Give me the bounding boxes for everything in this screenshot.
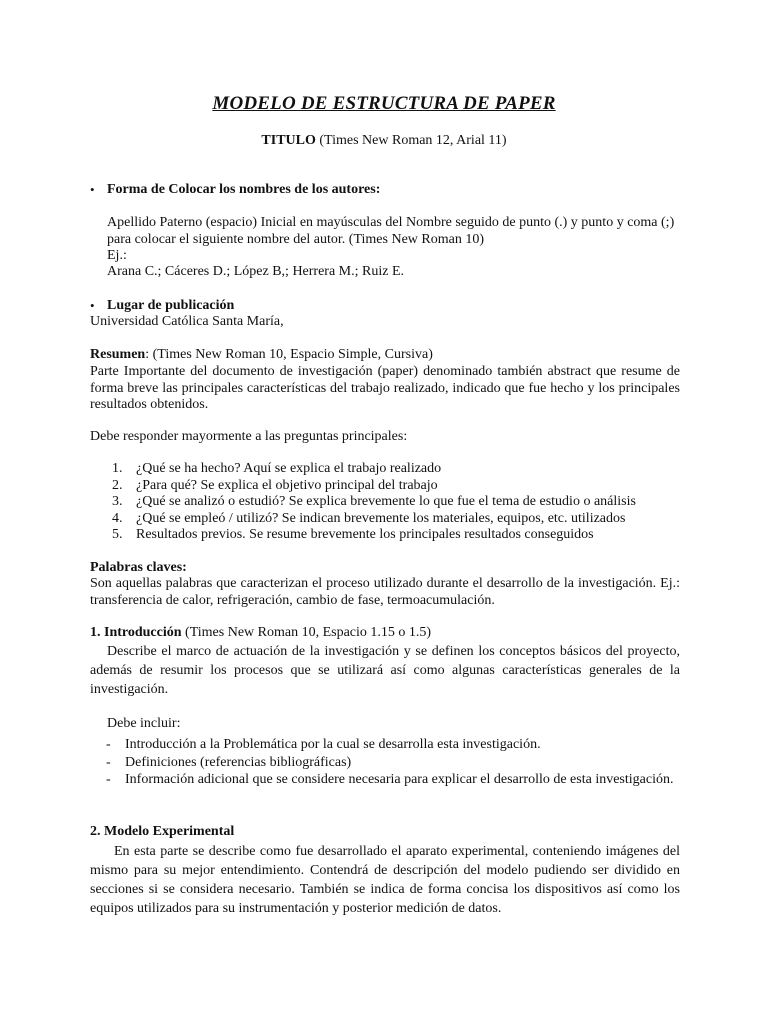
palabras-text: Son aquellas palabras que caracterizan el proceso utilizado durante el desarrollo de la investigación. Ej.: transferencia de calor, refrigeración, cambio de fase, termoacumulación. — [90, 576, 680, 608]
modelo-heading: 2. Modelo Experimental — [90, 824, 235, 839]
introduccion-text: Describe el marco de actuación de la investigación y se definen los conceptos básicos del proyecto, además de resumir los procesos que se utilizará así como algunas características generales de la investigación. — [90, 644, 680, 697]
resumen-note: : (Times New Roman 10, Espacio Simple, Cursiva) — [145, 347, 433, 362]
modelo-text: En esta parte se describe como fue desarrollado el aparato experimental, conteniendo imágenes del mismo para su mejor entendimiento. Contendrá de descripción del modelo pudiendo ser dividido en secciones si se considera necesario. También se indica de forma concisa los dispositivos así como los equipos utilizados para su instrumentación y posterior medición de datos. — [90, 844, 680, 916]
introduccion-heading-line — [90, 625, 680, 642]
list-text: Definiciones (referencias bibliográficas) — [125, 754, 352, 770]
resumen-heading-line — [90, 347, 680, 364]
list-item — [90, 527, 680, 544]
resumen-text: Parte Importante del documento de investigación (paper) denominado también abstract que resume de forma breve las principales características del trabajo realizado, indicado que fue hecho y los principales resultados obtenidos. — [90, 364, 680, 412]
resumen-heading: Resumen — [90, 347, 146, 362]
list-text: ¿Qué se ha hecho? Aquí se explica el trabajo realizado — [136, 461, 442, 476]
list-text: ¿Para qué? Se explica el objetivo principal del trabajo — [136, 477, 438, 493]
bullet-icon: • — [90, 182, 95, 197]
list-item — [90, 511, 680, 528]
autores-line-2: para colocar el siguiente nombre del autor. (Times New Roman 10) — [107, 232, 484, 247]
list-number: 5. — [112, 527, 123, 542]
titulo-label: TITULO — [261, 133, 316, 148]
publicacion-text: Universidad Católica Santa María, — [90, 314, 284, 329]
dash-marker: - — [106, 737, 111, 752]
questions-list — [90, 461, 680, 544]
autores-line-1: Apellido Paterno (espacio) Inicial en mayúsculas del Nombre seguido de punto (.) y punto y coma (;) — [107, 215, 675, 230]
list-number: 1. — [112, 461, 123, 476]
list-text: ¿Qué se empleó / utilizó? Se indican brevemente los materiales, equipos, etc. utilizados — [136, 510, 626, 526]
list-item — [90, 478, 680, 495]
list-item — [90, 461, 680, 478]
document-title: MODELO DE ESTRUCTURA DE PAPER — [212, 93, 556, 114]
resumen-prompt: Debe responder mayormente a las preguntas principales: — [90, 429, 408, 444]
list-text: Resultados previos. Se resume brevemente los principales resultados conseguidos — [136, 527, 594, 542]
autores-line-3: Ej.: — [107, 248, 127, 263]
list-number: 3. — [112, 494, 123, 509]
list-item — [90, 494, 680, 511]
dash-marker: - — [106, 772, 111, 787]
titulo-line — [0, 133, 768, 150]
introduccion-heading: 1. Introducción — [90, 625, 182, 640]
autores-example: Arana C.; Cáceres D.; López B,; Herrera M.; Ruiz E. — [107, 264, 405, 279]
autores-heading: Forma de Colocar los nombres de los autores: — [107, 182, 381, 197]
palabras-heading: Palabras claves: — [90, 560, 187, 575]
publicacion-heading: Lugar de publicación — [107, 298, 235, 313]
list-number: 4. — [112, 510, 123, 526]
bullet-icon: • — [90, 298, 95, 313]
titulo-note: (Times New Roman 12, Arial 11) — [315, 133, 507, 148]
list-number: 2. — [112, 477, 123, 493]
list-text: Información adicional que se considere necesaria para explicar el desarrollo de esta investigación. — [125, 772, 674, 787]
dash-marker: - — [106, 754, 111, 770]
introduccion-note: (Times New Roman 10, Espacio 1.15 o 1.5) — [181, 625, 432, 640]
introduccion-incluir: Debe incluir: — [107, 716, 181, 731]
list-text: Introducción a la Problemática por la cual se desarrolla esta investigación. — [125, 737, 541, 752]
list-text: ¿Qué se analizó o estudió? Se explica brevemente lo que fue el tema de estudio o análisis — [136, 494, 636, 509]
